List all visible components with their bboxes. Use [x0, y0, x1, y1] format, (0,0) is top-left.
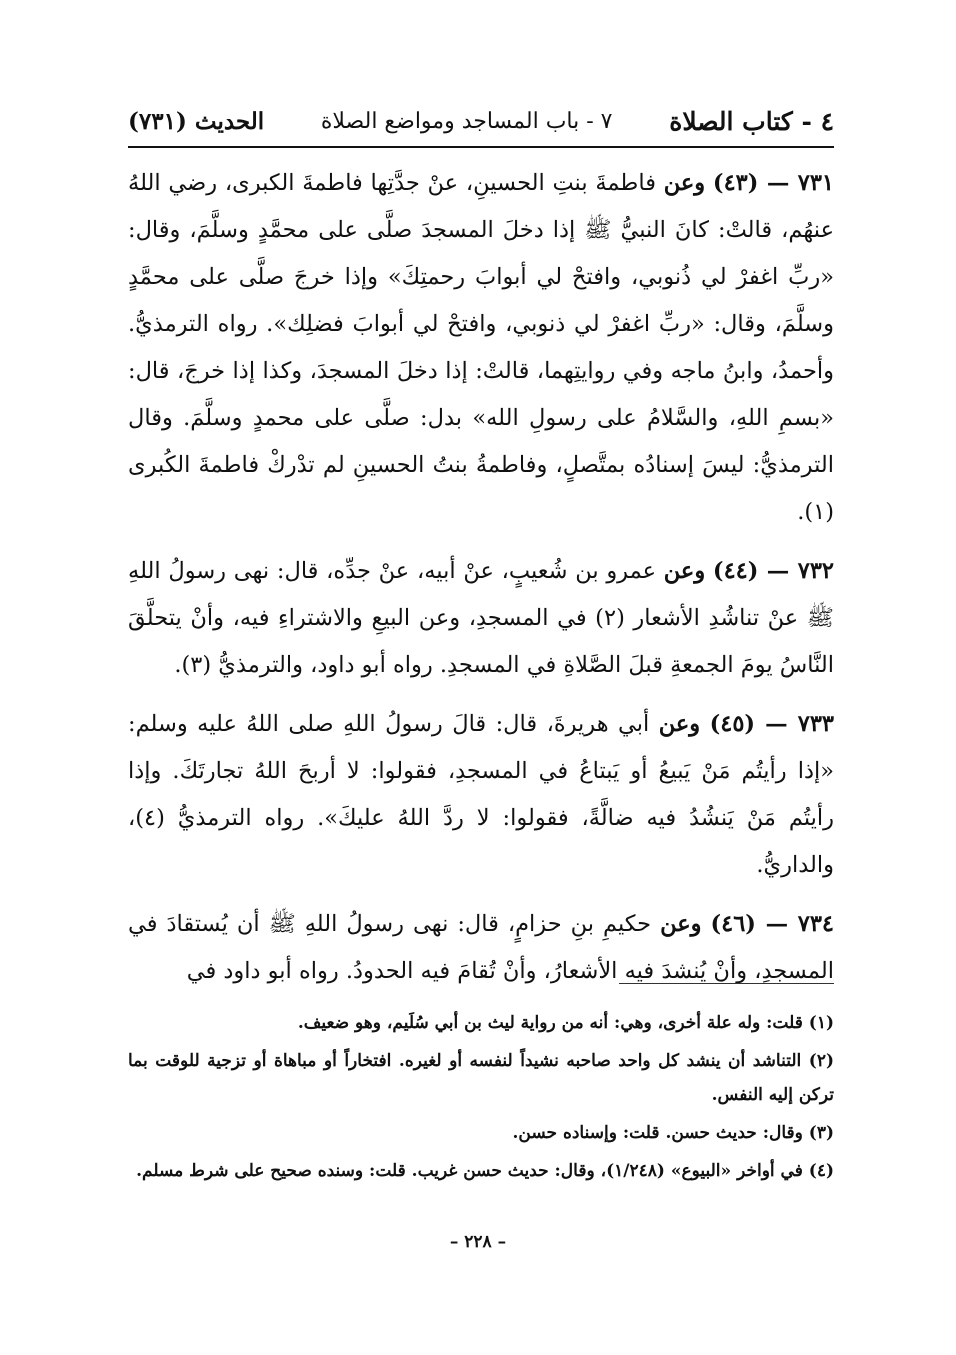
- page-header: [128, 96, 834, 148]
- hadith-narrator-lead: وعن: [658, 711, 701, 737]
- page-number: – ٢٢٨ –: [449, 1232, 507, 1252]
- hadith-number: ٧٣٤ — (٤٦): [710, 911, 835, 937]
- hadith-text: فاطمةَ بنتِ الحسينِ، عنْ جدَّتِها فاطمةَ الكبرى، رضي اللهُ عنهُم، قالتْ: كانَ النبيُّ ﷺ إذا دخلَ المسجدَ صلَّى على محمَّدٍ وسلَّمَ، وقال: «ربِّ اغفرْ لي ذُنوبي، وافتحْ لي أبوابَ رحمتِكَ» وإذا خرجَ صلَّى على محمَّدٍ وسلَّمَ، وقال: «ربِّ اغفرْ لي ذنوبي، وافتحْ لي أبوابَ فضلِك». رواه الترمذيُّ. وأحمدُ، وابنُ ماجه وفي روايتِهما، قالتْ: إذا دخلَ المسجدَ، وكذا إذا خرجَ، قال: «بسمِ اللهِ، والسَّلامُ على رسولِ الله» بدل: صلَّى على محمدٍ وسلَّمَ. وقال الترمذيُّ: ليسَ إسنادُه بمتَّصلٍ، وفاطمةُ بنتُ الحسينِ لم تدْركْ فاطمةَ الكُبرى (١).: [128, 170, 834, 525]
- hadith-narrator-lead: وعن: [663, 558, 706, 584]
- hadith-number: ٧٣٣ — (٤٥): [709, 711, 835, 737]
- hadith-number: ٧٣١ — (٤٣): [712, 170, 835, 196]
- hadith-narrator-lead: وعن: [663, 170, 706, 196]
- hadith-734: [128, 901, 834, 995]
- chapter-title: ٧ - باب المساجد ومواضع الصلاة: [320, 108, 613, 134]
- hadith-732: [128, 548, 834, 689]
- hadith-narrator-lead: وعن: [660, 911, 702, 937]
- footnote-4: (٤) في أواخر «البيوع» (١/٢٤٨)، وقال: حديث حسن غريب. قلت: وسنده صحيح على شرط مسلم.: [136, 1161, 834, 1181]
- hadith-text: أبي هريرةَ، قال: قالَ رسولُ اللهِ صلى اللهُ عليه وسلم: «إذا رأيتُم مَنْ يَبيعُ أو يَبتاعُ في المسجدِ، فقولوا: لا أربحَ اللهُ تجارتَكَ. وإذا رأيتُم مَنْ يَنشُدُ فيه ضالَّةً، فقولوا: لا ردَّ اللهُ عليكَ». رواه الترمذيُّ (٤)، والداريُّ.: [128, 711, 834, 878]
- hadith-733: [128, 701, 834, 889]
- hadith-number: ٧٣٢ — (٤٤): [712, 558, 834, 584]
- footnote-2: (٢) التناشد أن ينشد كل واحد صاحبه نشيداً لنفسه أو لغيره. افتخاراً أو مباهاة أو تزجية للوقت بما تركن إليه النفس.: [128, 1051, 834, 1105]
- book-title: ٤ - كتاب الصلاة: [669, 106, 834, 136]
- hadith-text: حكيمِ بنِ حزامٍ، قال: نهى رسولُ اللهِ ﷺ أن يُستقادَ في المسجدِ، وأنْ يُنشدَ فيه الأشعارُ، وأنْ تُقامَ فيه الحدودُ. رواه أبو داود في: [128, 911, 834, 984]
- main-text: [128, 160, 834, 1007]
- hadith-731: [128, 160, 834, 536]
- footnote-divider: [619, 983, 834, 984]
- footnote-1: (١) قلت: وله علة أخرى، وهي: أنه من رواية ليث بن أبي سُلَيم، وهو ضعيف.: [297, 1013, 834, 1033]
- footnote-3: (٣) وقال: حديث حسن. قلت: وإسناده حسن.: [512, 1123, 834, 1143]
- hadith-text: عمرو بن شُعيبٍ، عنْ أبيه، عنْ جدِّه، قال: نهى رسولُ اللهِ ﷺ عنْ تناشُدِ الأشعار (٢) في المسجدِ، وعن البيعِ والاشتراءِ فيه، وأنْ يتحلَّقَ النَّاسُ يومَ الجمعةِ قبلَ الصَّلاةِ في المسجدِ. رواه أبو داود، والترمذيُّ (٣).: [128, 558, 834, 678]
- footnotes: [128, 1006, 834, 1192]
- hadith-reference: الحديث (٧٣١): [128, 107, 265, 135]
